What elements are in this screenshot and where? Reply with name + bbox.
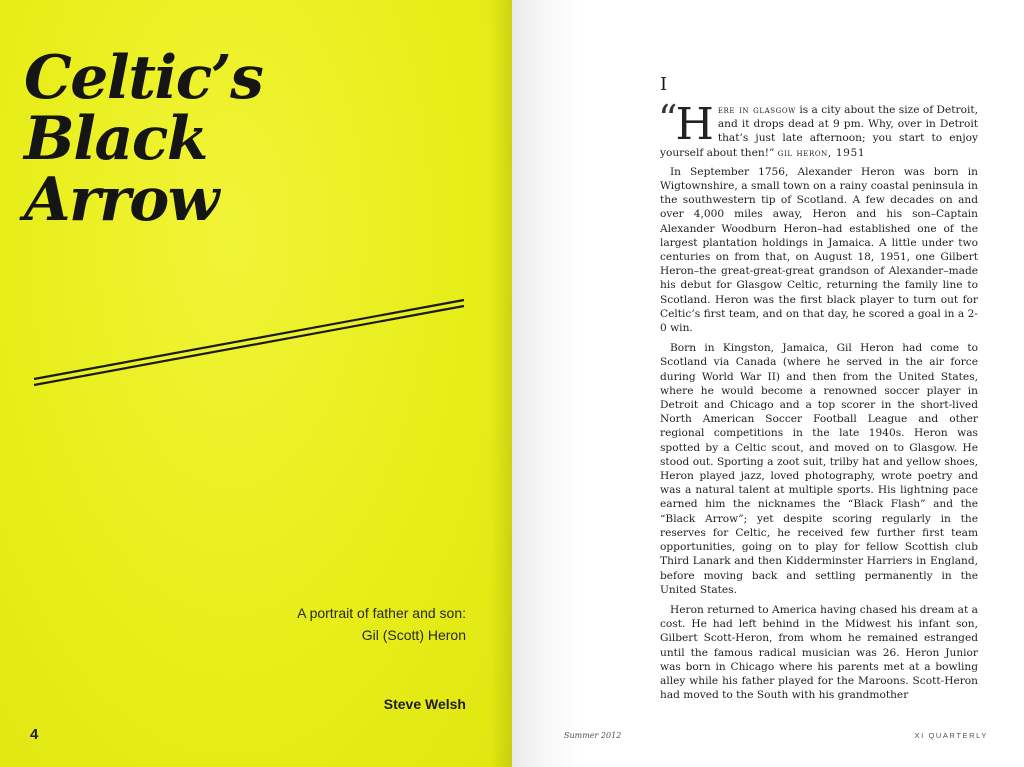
issue-date-footer: Summer 2012: [564, 731, 622, 740]
gutter-shadow: [490, 0, 512, 767]
title-line: Celtic’s: [24, 43, 263, 113]
open-quote-mark: “: [658, 97, 674, 141]
quote-lead: ere in glasgow: [717, 104, 796, 116]
subtitle-line: A portrait of father and son:: [297, 605, 466, 621]
drop-cap: H: [675, 99, 714, 150]
right-page: [512, 0, 1024, 767]
body-paragraph: Born in Kingston, Jamaica, Gil Heron had come to Scotland via Canada (where he served in the air force during World War II) and then from the United States, where he would become a renowned soccer player in Detroit and Chicago and a top scorer in the short-lived North American Soccer Football League and other regional competitions in the late 1940s. Heron was spotted by a Celtic scout, and moved on to Glasgow. He stood out. Sporting a zoot suit, trilby hat and yellow shoes, Heron played jazz, loved photography, wrote poetry and was a natural talent at multiple sports. His lightning pace earned him the nicknames the “Black Flash” and the “Black Arrow”; yet despite scoring regularly in the reserves for Celtic, he received few further first team opportunities, going on to play for fellow Scottish club Third Lanark and then Kidderminster Harriers in England, before moving back and settling permanently in the United States.: [660, 342, 978, 596]
body-paragraph: In September 1756, Alexander Heron was born in Wigtownshire, a small town on a rainy coastal peninsula in the southwestern tip of Scotland. A few decades on and over 4,000 miles away, Heron and his son–Captain Alexander Woodburn Heron–had established one of the largest plantation holdings in Jamaica. A little under two centuries on from that, on August 18, 1951, one Gilbert Heron–the great-great-great grandson of Alexander–made his debut for Glasgow Celtic, returning the family line to Scotland. Heron was the first black player to turn out for Celtic’s first team, and on that day, he scored a goal in a 2-0 win.: [660, 165, 978, 335]
subtitle-line: Gil (Scott) Heron: [361, 627, 466, 643]
author-byline: Steve Welsh: [383, 696, 466, 712]
body-paragraph: Heron returned to America having chased his dream at a cost. He had left behind in the Midwest his infant son, Gilbert Scott-Heron, from whom he remained estranged until the famous radical musician was 26. Heron Junior was born in Chicago where his parents met at a bowling alley while his father played for the Maroons. Scott-Heron had moved to the South with his grandmother: [660, 603, 978, 702]
arrow-rule-upper: [34, 300, 464, 379]
arrow-rule-lower: [34, 306, 464, 385]
magazine-name-footer: XI QUARTERLY: [914, 731, 988, 740]
section-numeral: I: [660, 74, 668, 95]
page-number: 4: [30, 726, 39, 743]
article-subtitle: [166, 602, 466, 646]
article-body: [658, 97, 979, 708]
pull-quote: [658, 97, 979, 160]
title-line: Black: [24, 104, 207, 174]
quote-text: is a city about the size of Detroit, and it drops dead at 9 pm. Why, over in Detroit that’s just late afternoon; you start to enjoy yourself about then!”: [660, 104, 979, 159]
title-line: Arrow: [24, 165, 218, 235]
quote-attribution: gil heron, 1951: [777, 146, 866, 159]
